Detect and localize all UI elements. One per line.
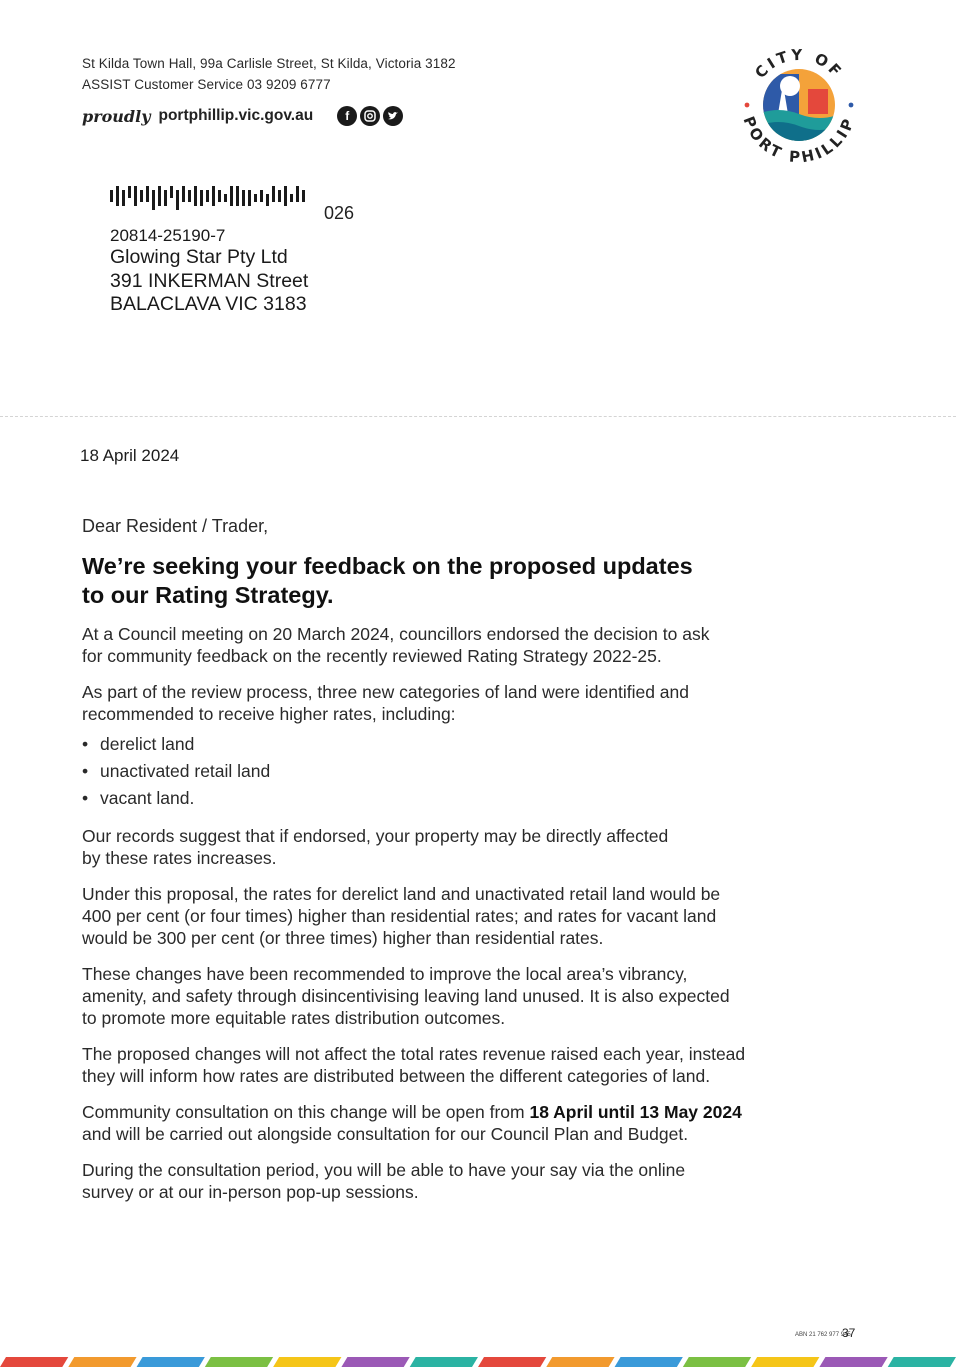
text-line: for community feedback on the recently reviewed Rating Strategy 2022-25. <box>82 646 662 666</box>
paragraph-1 <box>82 623 882 667</box>
stripe-segment <box>341 1357 409 1367</box>
headline-line: We’re seeking your feedback on the proposed updates <box>82 553 693 579</box>
fold-line <box>0 416 956 417</box>
paragraph-3 <box>82 825 882 869</box>
stripe-segment <box>205 1357 273 1367</box>
stripe-segment <box>546 1357 614 1367</box>
footer-color-stripe <box>0 1357 956 1367</box>
stripe-segment <box>273 1357 341 1367</box>
barcode-number: 026 <box>324 203 355 223</box>
text-line: survey or at our in-person pop-up sessions. <box>82 1182 419 1202</box>
customer-service-line: ASSIST Customer Service 03 9209 6777 <box>82 77 331 92</box>
text-line: At a Council meeting on 20 March 2024, councillors endorsed the decision to ask <box>82 624 710 644</box>
recipient-name: Glowing Star Pty Ltd <box>110 246 288 268</box>
website-row <box>82 106 403 126</box>
paragraph-2 <box>82 681 882 725</box>
stripe-segment <box>683 1357 751 1367</box>
recipient-locality: BALACLAVA VIC 3183 <box>110 293 307 315</box>
logo-text-bottom: PORT PHILLIP <box>739 113 859 167</box>
text-line: Community consultation on this change will be open from 18 April until 13 May 2024 <box>82 1102 742 1122</box>
stripe-segment <box>410 1357 478 1367</box>
stripe-segment <box>615 1357 683 1367</box>
stripe-segment <box>0 1357 68 1367</box>
abn-number: ABN 21 762 977 945 <box>795 1332 851 1338</box>
stripe-segment <box>137 1357 205 1367</box>
social-icons <box>337 106 403 126</box>
stripe-segment <box>68 1357 136 1367</box>
text-line: These changes have been recommended to improve the local area’s vibrancy, <box>82 964 688 984</box>
text-line: recommended to receive higher rates, including: <box>82 704 456 724</box>
text-line: and will be carried out alongside consultation for our Council Plan and Budget. <box>82 1124 689 1144</box>
text-line: As part of the review process, three new categories of land were identified and <box>82 682 690 702</box>
paragraph-6 <box>82 1043 882 1087</box>
text-line: amenity, and safety through disincentivising leaving land unused. It is also expected <box>82 986 730 1006</box>
text-line: Under this proposal, the rates for derelict land and unactivated retail land would be <box>82 884 721 904</box>
logo-text-top: CITY OF <box>751 45 847 82</box>
text-line: 400 per cent (or four times) higher than residential rates; and rates for vacant land <box>82 906 717 926</box>
paragraph-7 <box>82 1101 882 1145</box>
paragraph-4 <box>82 883 882 949</box>
page-number: 37 <box>842 1326 856 1340</box>
twitter-icon[interactable] <box>383 106 403 126</box>
text-line: Our records suggest that if endorsed, your property may be directly affected <box>82 826 669 846</box>
stripe-segment <box>819 1357 887 1367</box>
text-line: would be 300 per cent (or three times) higher than residential rates. <box>82 928 604 948</box>
facebook-icon[interactable]: f <box>337 106 357 126</box>
reference-number: 20814-25190-7 <box>110 226 226 245</box>
list-item: • derelict land <box>82 734 195 754</box>
list-item: • vacant land. <box>82 788 195 808</box>
list-item: • unactivated retail land <box>82 761 271 781</box>
paragraph-5 <box>82 963 882 1029</box>
postal-barcode <box>110 186 315 215</box>
website-link[interactable]: portphillip.vic.gov.au <box>158 107 314 124</box>
consultation-dates: 18 April until 13 May 2024 <box>529 1102 742 1122</box>
recipient-street: 391 INKERMAN Street <box>110 270 309 292</box>
council-address: St Kilda Town Hall, 99a Carlisle Street, St Kilda, Victoria 3182 <box>82 56 456 71</box>
text-line: they will inform how rates are distributed between the different categories of land. <box>82 1066 711 1086</box>
paragraph-8 <box>82 1159 882 1203</box>
proudly-tagline: proudly <box>82 106 151 126</box>
headline <box>82 552 782 610</box>
text-line: to promote more equitable rates distribution outcomes. <box>82 1008 506 1028</box>
letter-date: 18 April 2024 <box>80 446 180 465</box>
text-line: The proposed changes will not affect the total rates revenue raised each year, instead <box>82 1044 746 1064</box>
city-of-port-phillip-logo <box>728 34 870 176</box>
text-line: During the consultation period, you will be able to have your say via the online <box>82 1160 686 1180</box>
stripe-segment <box>888 1357 956 1367</box>
headline-line: to our Rating Strategy. <box>82 582 334 608</box>
stripe-segment <box>478 1357 546 1367</box>
salutation: Dear Resident / Trader, <box>82 516 269 536</box>
land-categories-list <box>82 734 270 815</box>
stripe-segment <box>751 1357 819 1367</box>
text-line: by these rates increases. <box>82 848 277 868</box>
instagram-icon[interactable] <box>360 106 380 126</box>
